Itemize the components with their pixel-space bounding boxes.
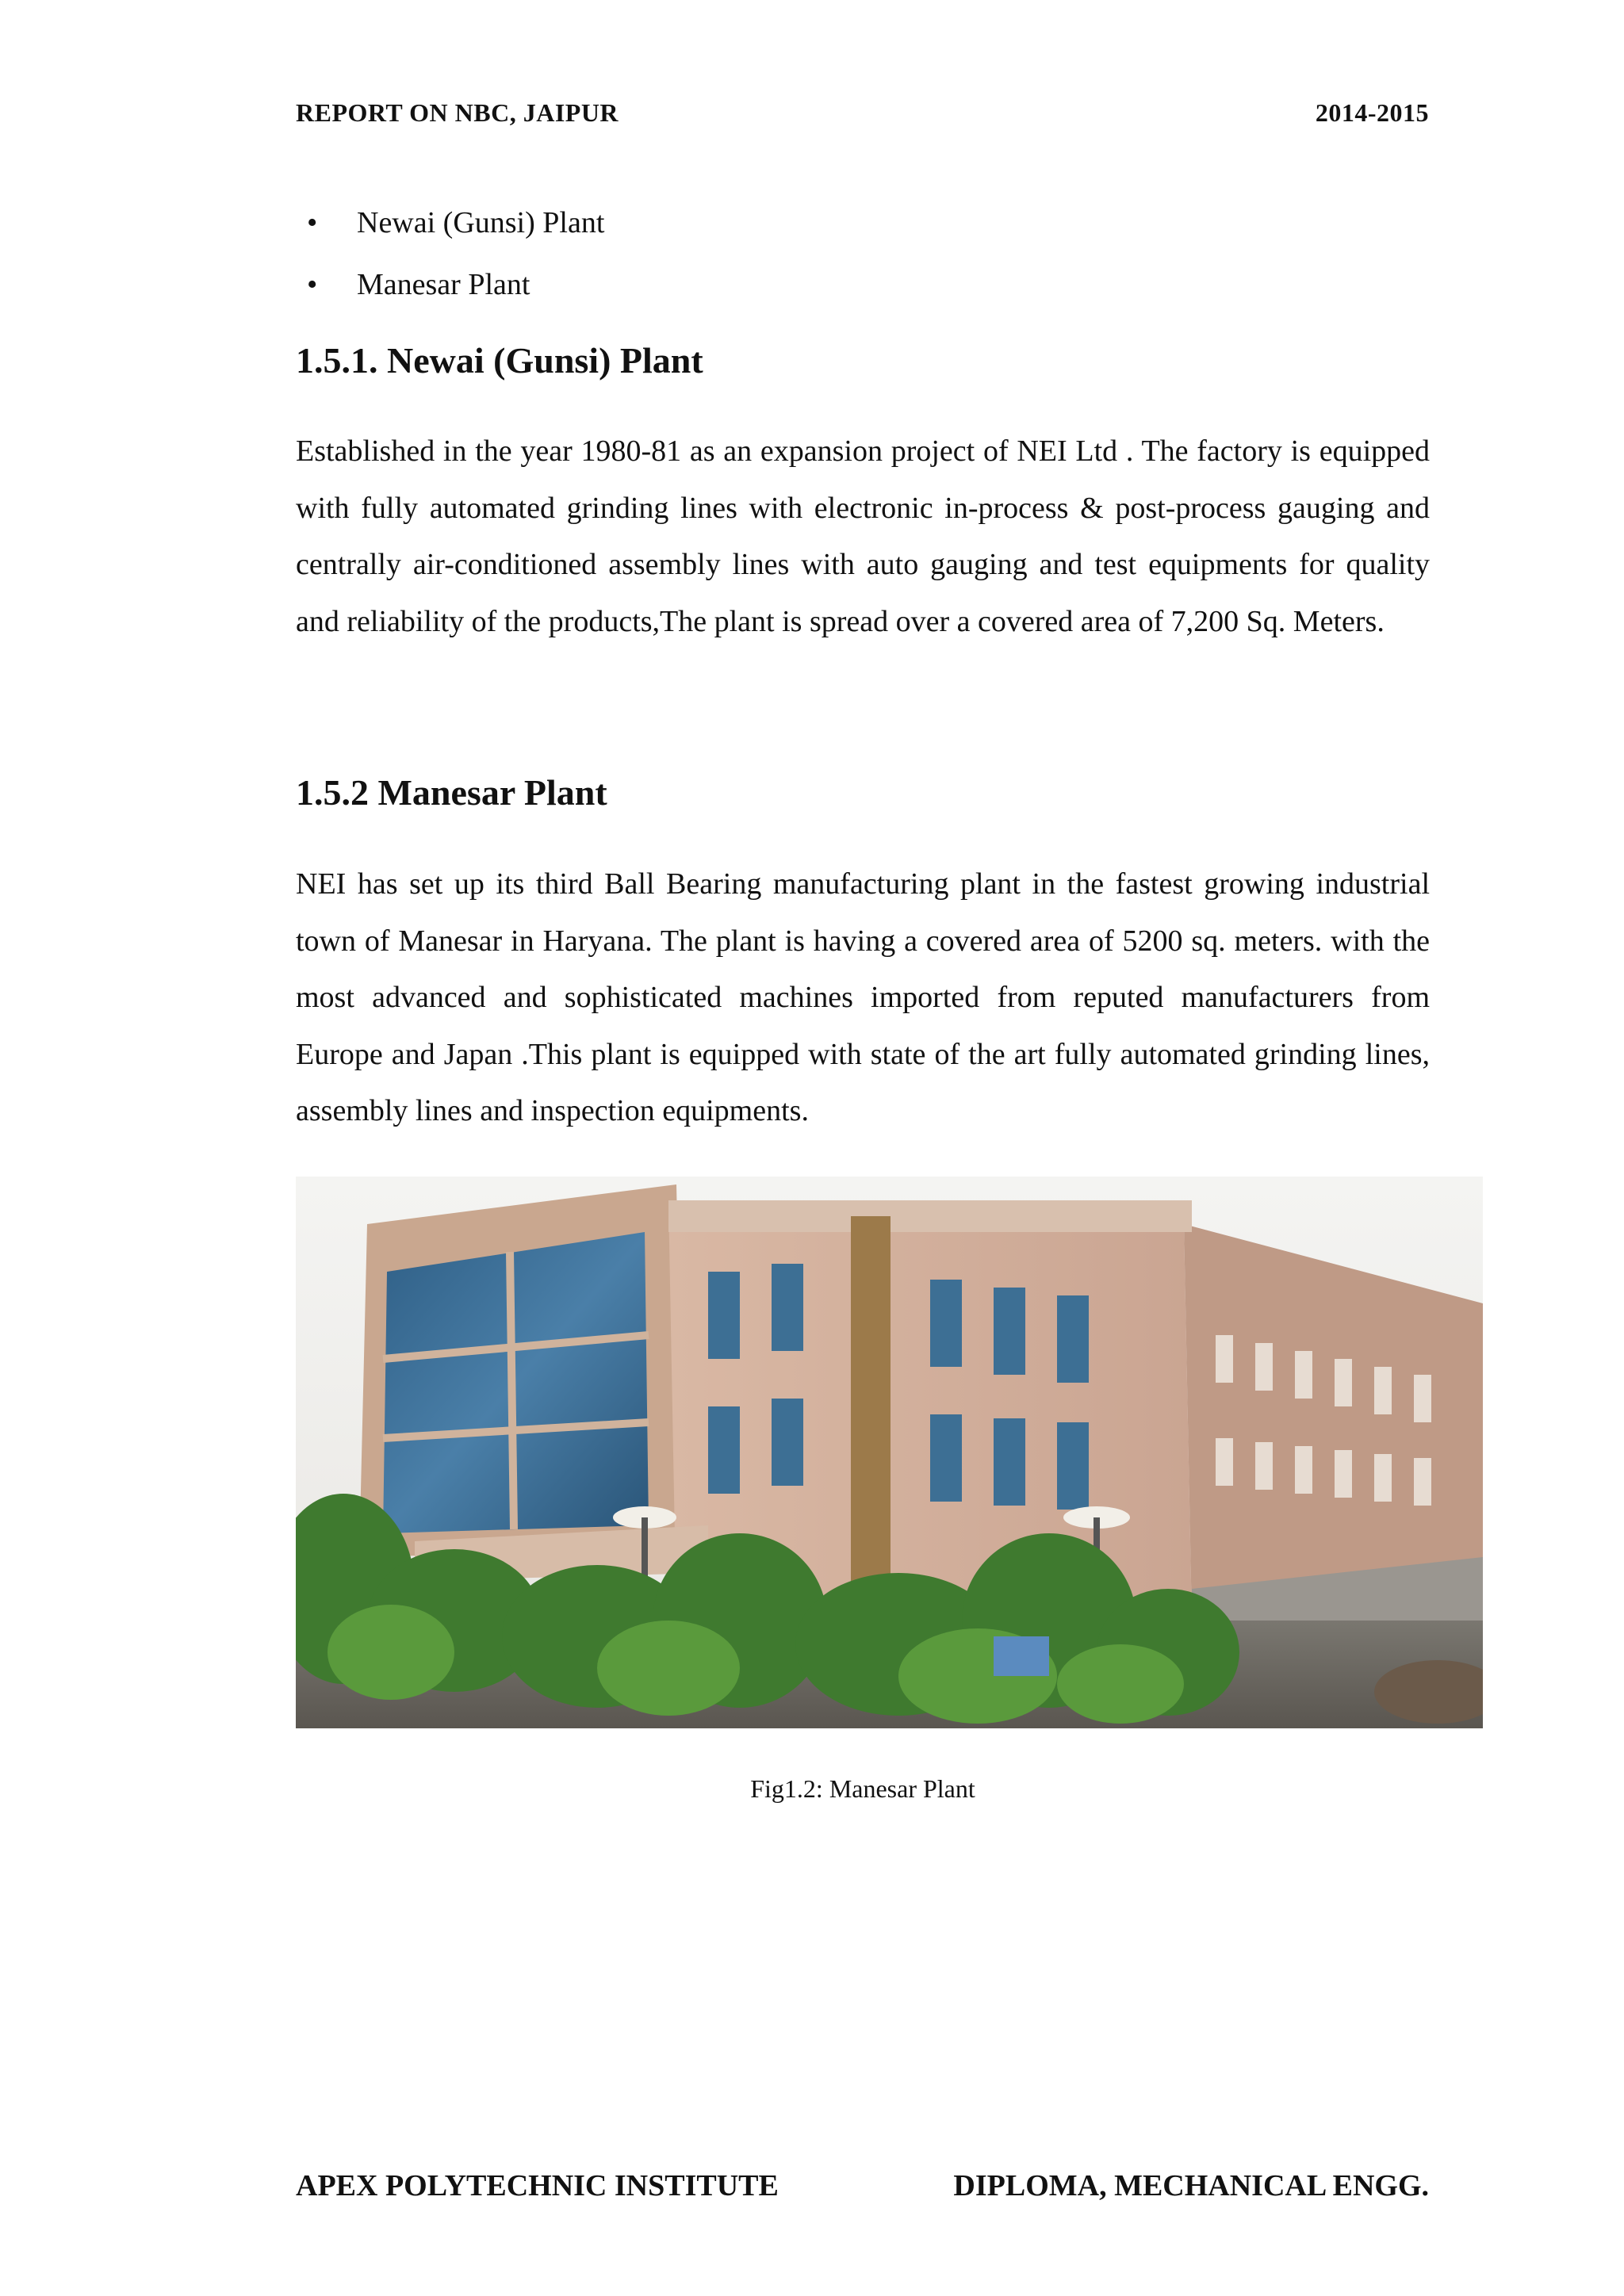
list-item: • Manesar Plant (296, 254, 604, 316)
section-heading-newai: 1.5.1. Newai (Gunsi) Plant (296, 340, 703, 381)
header-year: 2014-2015 (1315, 98, 1429, 127)
list-item: • Newai (Gunsi) Plant (296, 192, 604, 254)
footer-institute: APEX POLYTECHNIC INSTITUTE (296, 2169, 779, 2202)
header-report-title: REPORT ON NBC, JAIPUR (296, 98, 619, 127)
section-heading-manesar: 1.5.2 Manesar Plant (296, 772, 607, 813)
plant-bullet-list (296, 192, 604, 316)
footer-course: DIPLOMA, MECHANICAL ENGG. (953, 2169, 1429, 2202)
figure-caption: Fig1.2: Manesar Plant (750, 1774, 975, 1803)
section-body-manesar: NEI has set up its third Ball Bearing manufacturing plant in the fastest growing industrial town of Manesar in Haryana. The plant is having a covered area of 5200 sq. meters. with the most advanced and sophisticated machines imported from reputed manufacturers from Europe and Japan .This plant is equipped with state of the art fully automated grinding lines, assembly lines and inspection equipments. (296, 867, 1430, 1127)
section-body-newai: Established in the year 1980-81 as an expansion project of NEI Ltd . The factory is equipped with fully automated grinding lines with electronic in-process & post-process gauging and centrally air-conditioned assembly lines with auto gauging and test equipments for quality and reliability of the products,The plant is spread over a covered area of 7,200 Sq. Meters. (296, 434, 1430, 638)
manesar-plant-photo (296, 1177, 1483, 1728)
